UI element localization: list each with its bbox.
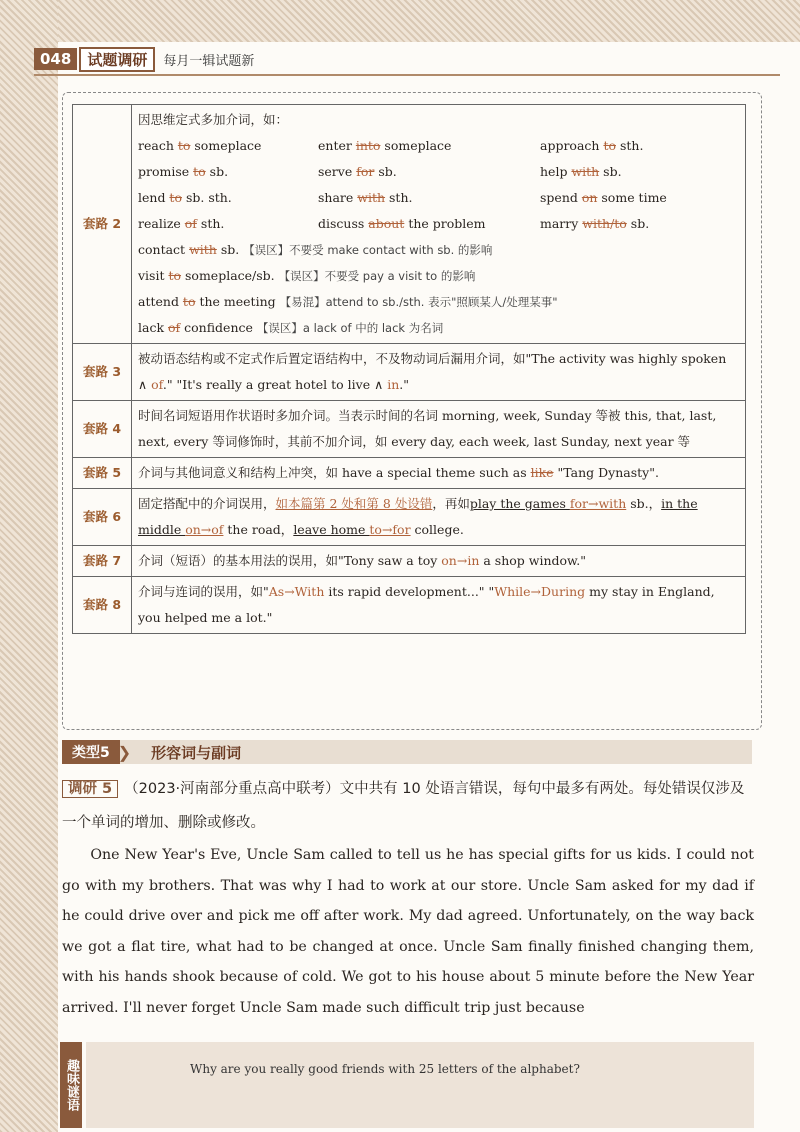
deleted-word: to xyxy=(603,138,616,153)
handwritten-note: 【误区】a lack of 中的 lack 为名词 xyxy=(256,321,444,335)
note-line xyxy=(138,315,739,341)
deleted-word: to xyxy=(177,138,191,153)
row-label: 套路 8 xyxy=(73,577,132,634)
correction: As→With xyxy=(268,584,325,599)
row-text: ." "It's really a great hotel to live ∧ xyxy=(162,377,388,392)
section-name: 试题调研 xyxy=(79,47,155,72)
phrase-text: share xyxy=(318,190,358,205)
phrase-text: some time xyxy=(597,190,667,205)
deleted-word: to xyxy=(193,164,206,179)
row-text: 介词（短语）的基本用法的误用，如"Tony saw a toy xyxy=(138,553,442,568)
phrase-item xyxy=(540,133,739,159)
phrase-item xyxy=(138,159,318,185)
handwritten-note: 【误区】不要受 pay a visit to 的影响 xyxy=(278,269,476,283)
phrase-text: contact xyxy=(138,242,190,257)
tricks-table xyxy=(72,104,746,634)
inserted-word: in xyxy=(387,377,400,392)
type-tag: 类型5 xyxy=(62,740,120,764)
row-text: a shop window." xyxy=(479,553,586,568)
phrase-text: someplace/sb. xyxy=(181,268,279,283)
header-rule xyxy=(34,74,780,76)
type-section-bar xyxy=(62,740,752,764)
task-tag: 调研 5 xyxy=(62,780,118,798)
deleted-word: to xyxy=(182,294,196,309)
row-text: its rapid development..." " xyxy=(324,584,495,599)
phrase-text: spend xyxy=(540,190,582,205)
phrase-item xyxy=(540,211,739,237)
phrase-item xyxy=(138,133,318,159)
phrase-text: reach xyxy=(138,138,178,153)
phrase-text: serve xyxy=(318,164,357,179)
deleted-word: for xyxy=(356,164,375,179)
left-pattern-strip xyxy=(0,0,58,1132)
row-content xyxy=(132,458,746,489)
phrase-text: marry xyxy=(540,216,583,231)
phrase-text: sth. xyxy=(616,138,644,153)
row-text: ." xyxy=(399,377,410,392)
phrase-item xyxy=(318,133,540,159)
correction: on→of xyxy=(185,522,224,537)
phrase-item xyxy=(138,211,318,237)
note-line xyxy=(138,237,739,263)
table-row xyxy=(73,546,746,577)
row-text: the road， xyxy=(223,522,294,537)
deleted-word: with xyxy=(189,242,217,257)
phrase-item xyxy=(318,211,540,237)
row-content xyxy=(132,546,746,577)
deleted-word: with xyxy=(357,190,386,205)
phrase-text: sb. xyxy=(216,242,244,257)
row-text: my stay in England, you helped me a lot." xyxy=(138,584,715,625)
phrase-text: the meeting xyxy=(195,294,280,309)
deleted-word: to xyxy=(169,190,182,205)
row-label: 套路 3 xyxy=(73,344,132,401)
correction: While→During xyxy=(494,584,586,599)
deleted-word: into xyxy=(355,138,381,153)
phrase-text: attend xyxy=(138,294,183,309)
phrase-item xyxy=(540,159,739,185)
deleted-word: of xyxy=(184,216,197,231)
note-line xyxy=(138,263,739,289)
phrase-text: help xyxy=(540,164,572,179)
correction: on→in xyxy=(441,553,480,568)
handwritten-note: 【易混】attend to sb./sth. 表示"照顾某人/处理某事" xyxy=(279,295,558,309)
row-text: 介词与其他词意义和结构上冲突，如 have a special theme such as xyxy=(138,465,531,480)
phrase-text: sb. xyxy=(374,164,397,179)
table-row xyxy=(73,401,746,458)
phrase-text: sb. xyxy=(626,216,650,231)
phrase-grid xyxy=(138,133,739,237)
row-label: 套路 6 xyxy=(73,489,132,546)
row-label: 套路 2 xyxy=(73,105,132,344)
row-text: "Tang Dynasty". xyxy=(553,465,659,480)
deleted-word: like xyxy=(530,465,554,480)
row-text: 被动语态结构或不定式作后置定语结构中，不及物动词后漏用介词，如"The activity was highly spoken ∧ xyxy=(138,351,727,392)
row-label: 套路 5 xyxy=(73,458,132,489)
deleted-word: with xyxy=(571,164,600,179)
row-text: college. xyxy=(410,522,464,537)
table-row xyxy=(73,105,746,344)
phrase-text: sb. xyxy=(599,164,622,179)
page-header xyxy=(34,46,254,72)
phrase-text: lack xyxy=(138,320,168,335)
row-intro: 因思维定式多加介词，如： xyxy=(138,112,289,127)
footer-tag: 趣味谜语 xyxy=(60,1042,82,1128)
deleted-word: about xyxy=(368,216,405,231)
row-label: 套路 7 xyxy=(73,546,132,577)
table-row xyxy=(73,577,746,634)
row-text: ，再如 xyxy=(432,496,470,511)
phrase-text: sb. sth. xyxy=(181,190,232,205)
handwritten-note: 【误区】不要受 make contact with sb. 的影响 xyxy=(243,243,493,257)
notes-list xyxy=(138,237,739,341)
phrase-text: enter xyxy=(318,138,356,153)
deleted-word: of xyxy=(168,320,181,335)
deleted-word: with/to xyxy=(582,216,627,231)
footer-box xyxy=(86,1042,754,1128)
page-number: 048 xyxy=(34,48,77,70)
top-pattern-strip xyxy=(0,0,800,42)
phrase-item xyxy=(318,159,540,185)
phrase-item xyxy=(138,185,318,211)
row-text: 介词与连词的误用，如" xyxy=(138,584,269,599)
row-label: 套路 4 xyxy=(73,401,132,458)
phrase-item xyxy=(318,185,540,211)
phrase-text: someplace xyxy=(190,138,262,153)
phrase-text: sth. xyxy=(196,216,225,231)
phrase-text: visit xyxy=(138,268,169,283)
phrase-item xyxy=(540,185,739,211)
row-text: sb.， xyxy=(626,496,662,511)
phrase-text: promise xyxy=(138,164,194,179)
deleted-word: to xyxy=(168,268,182,283)
phrase-text: discuss xyxy=(318,216,369,231)
chevron-right-icon: ❯ xyxy=(117,742,132,762)
table-row xyxy=(73,458,746,489)
correction: to→for xyxy=(369,522,411,537)
underlined-phrase: in the middle xyxy=(138,496,698,537)
phrase-text: sb. xyxy=(205,164,229,179)
phrase-text: approach xyxy=(540,138,604,153)
table-row xyxy=(73,344,746,401)
row-content xyxy=(132,577,746,634)
passage-text: One New Year's Eve, Uncle Sam called to tell us he has special gifts for us kids. I could not go with my brothers. That was why I had to work at our store. Uncle Sam asked for my dad if he could drive over and pick me off after work. My dad agreed. Unfortunately, on the way back we got a flat tire, what had to be changed at once. Uncle Sam finally finished changing them, with his hands shook because of cold. We got to his house about 5 minute before the New Year arrived. I'll never forget Uncle Sam made such difficult trip just because xyxy=(62,847,754,1016)
correction: for→with xyxy=(569,496,627,511)
table-row xyxy=(73,489,746,546)
underlined-phrase: leave home xyxy=(293,522,370,537)
phrase-text: confidence xyxy=(180,320,257,335)
phrase-text: lend xyxy=(138,190,170,205)
row-content xyxy=(132,489,746,546)
row-content xyxy=(132,105,746,344)
phrase-text: realize xyxy=(138,216,185,231)
row-content xyxy=(132,344,746,401)
task-instruction xyxy=(62,772,754,840)
row-content: 时间名词短语用作状语时多加介词。当表示时间的名词 morning, week, Sunday 等被 this, that, last, next, every 等词修饰时，其前不加介词，如 every day, each week, last Sunday, next year 等 xyxy=(132,401,746,458)
header-tagline: 每月一辑试题新 xyxy=(163,53,255,69)
phrase-text: someplace xyxy=(380,138,452,153)
highlight-text: 如本篇第 2 处和第 8 处设错 xyxy=(275,496,433,511)
phrase-text: sth. xyxy=(385,190,413,205)
task-text: （2023·河南部分重点高中联考）文中共有 10 处语言错误，每句中最多有两处。每处错误仅涉及一个单词的增加、删除或修改。 xyxy=(62,781,745,831)
riddle-text: Why are you really good friends with 25 letters of the alphabet? xyxy=(190,1062,580,1076)
row-text: 固定搭配中的介词误用， xyxy=(138,496,276,511)
phrase-text: the problem xyxy=(404,216,486,231)
type-title: 形容词与副词 xyxy=(151,743,242,762)
underlined-phrase: play the games xyxy=(469,496,570,511)
note-line xyxy=(138,289,739,315)
inserted-word: of xyxy=(151,377,163,392)
deleted-word: on xyxy=(581,190,598,205)
